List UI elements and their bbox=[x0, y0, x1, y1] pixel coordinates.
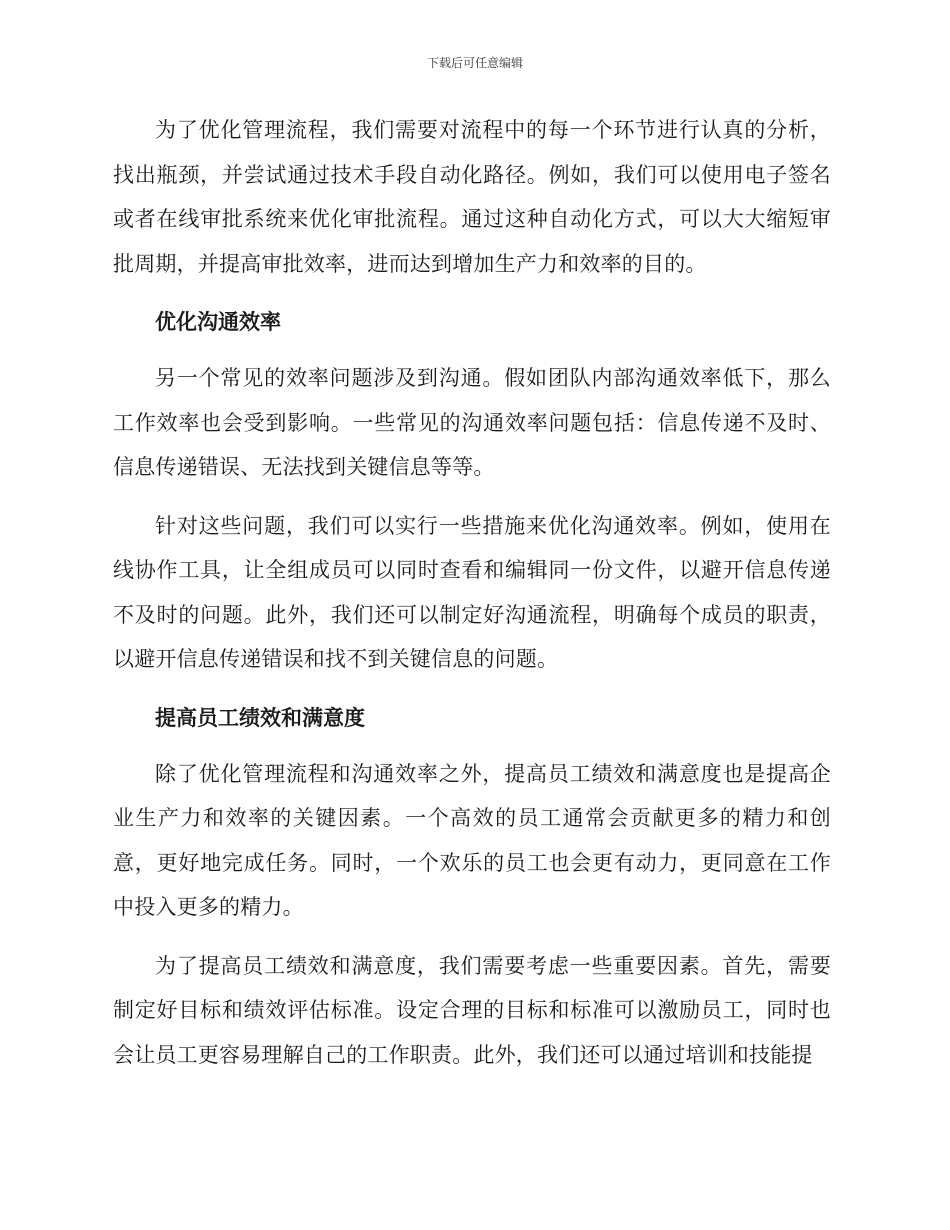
paragraph-process-optimization: 为了优化管理流程，我们需要对流程中的每一个环节进行认真的分析，找出瓶颈，并尝试通过技术手段自动化路径。例如，我们可以使用电子签名或者在线审批系统来优化审批流程。通过这种自动化方式，可以大大缩短审批周期，并提高审批效率，进而达到增加生产力和效率的目的。 bbox=[113, 118, 831, 276]
section-heading-employee-performance: 提高员工绩效和满意度 bbox=[155, 705, 365, 730]
page-header: 下载后可任意编辑 bbox=[426, 56, 523, 70]
section-heading-communication: 优化沟通效率 bbox=[155, 310, 281, 334]
paragraph-employee-factors: 为了提高员工绩效和满意度，我们需要考虑一些重要因素。首先，需要制定好目标和绩效评估标准。设定合理的目标和标准可以激励员工，同时也会让员工更容易理解自己的工作职责。此外，我们还可以通过培训和技能提 bbox=[113, 953, 831, 1067]
paragraph-communication-measures: 针对这些问题，我们可以实行一些措施来优化沟通效率。例如，使用在线协作工具，让全组成员可以同时查看和编辑同一份文件，以避开信息传递不及时的问题。此外，我们还可以制定好沟通流程，明确每个成员的职责，以避开信息传递错误和找不到关键信息的问题。 bbox=[113, 513, 831, 671]
document-body bbox=[113, 108, 831, 1091]
paragraph-communication-issues: 另一个常见的效率问题涉及到沟通。假如团队内部沟通效率低下，那么工作效率也会受到影响。一些常见的沟通效率问题包括：信息传递不及时、信息传递错误、无法找到关键信息等等。 bbox=[113, 366, 831, 479]
paragraph-employee-importance: 除了优化管理流程和沟通效率之外，提高员工绩效和满意度也是提高企业生产力和效率的关键因素。一个高效的员工通常会贡献更多的精力和创意，更好地完成任务。同时，一个欢乐的员工也会更有动力，更同意在工作中投入更多的精力。 bbox=[113, 761, 831, 919]
